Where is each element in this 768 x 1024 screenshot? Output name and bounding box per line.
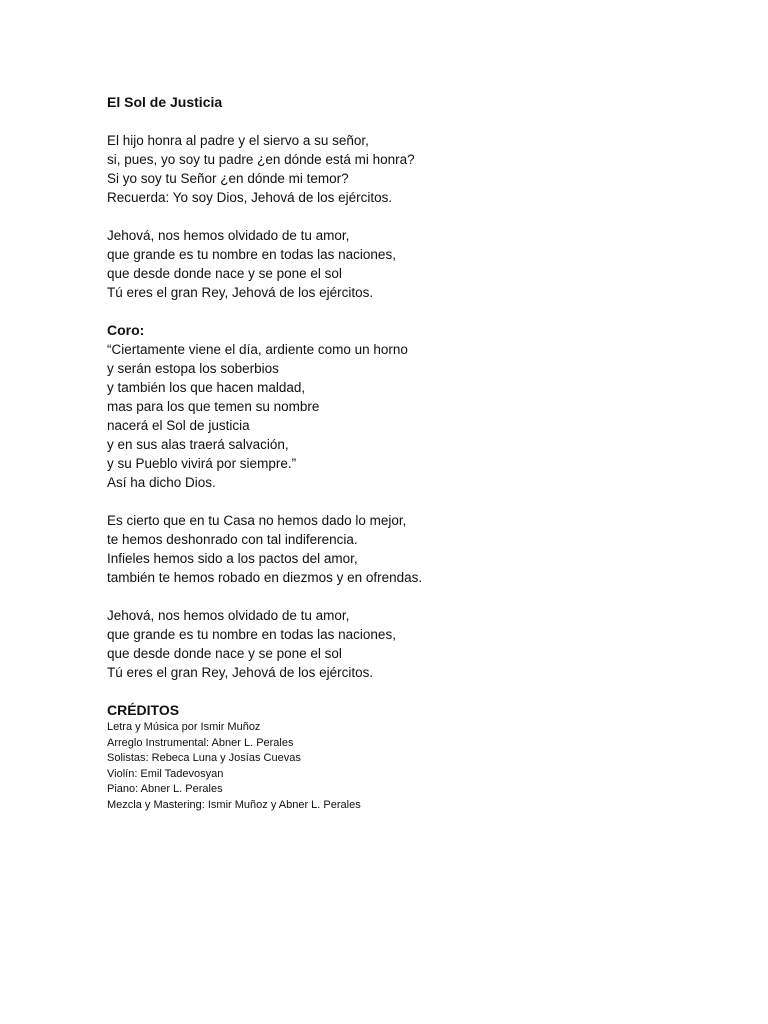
stanza-1: [107, 131, 667, 207]
lyric-line: Jehová, nos hemos olvidado de tu amor,: [107, 608, 350, 623]
credit-line: Mezcla y Mastering: Ismir Muñoz y Abner L. Perales: [107, 798, 361, 811]
lyric-line: “Ciertamente viene el día, ardiente como un horno: [107, 342, 408, 357]
lyric-line: Tú eres el gran Rey, Jehová de los ejércitos.: [107, 665, 374, 680]
stanza-4: [107, 606, 667, 682]
lyric-line: Es cierto que en tu Casa no hemos dado lo mejor,: [107, 513, 407, 528]
lyrics-content: [107, 92, 667, 814]
credit-line: Solistas: Rebeca Luna y Josías Cuevas: [107, 752, 301, 765]
lyric-line: y también los que hacen maldad,: [107, 380, 306, 395]
credit-line: Piano: Abner L. Perales: [107, 783, 223, 796]
lyric-line: Jehová, nos hemos olvidado de tu amor,: [107, 228, 350, 243]
lyric-line: y en sus alas traerá salvación,: [107, 437, 289, 452]
credits-heading: CRÉDITOS: [107, 702, 180, 718]
lyric-line: te hemos deshonrado con tal indiferencia.: [107, 532, 358, 547]
lyric-line: que desde donde nace y se pone el sol: [107, 646, 342, 661]
lyric-line: nacerá el Sol de justicia: [107, 418, 250, 433]
lyric-line: El hijo honra al padre y el siervo a su señor,: [107, 133, 369, 148]
chorus-stanza: [107, 340, 667, 492]
lyric-line: y su Pueblo vivirá por siempre.”: [107, 456, 297, 471]
lyric-line: mas para los que temen su nombre: [107, 399, 320, 414]
credit-line: Arreglo Instrumental: Abner L. Perales: [107, 736, 294, 749]
lyric-line: Recuerda: Yo soy Dios, Jehová de los ejércitos.: [107, 190, 393, 205]
lyric-line: si, pues, yo soy tu padre ¿en dónde está mi honra?: [107, 152, 415, 167]
stanza-3: [107, 511, 667, 587]
credit-line: Violín: Emil Tadevosyan: [107, 767, 224, 780]
lyric-line: que grande es tu nombre en todas las naciones,: [107, 627, 396, 642]
chorus-label: Coro:: [107, 322, 145, 338]
lyric-line: Infieles hemos sido a los pactos del amor,: [107, 551, 358, 566]
song-title: El Sol de Justicia: [107, 94, 223, 110]
credits-list: [107, 720, 667, 814]
lyric-line: y serán estopa los soberbios: [107, 361, 279, 376]
credit-line: Letra y Música por Ismir Muñoz: [107, 721, 261, 733]
stanza-2: [107, 226, 667, 302]
lyric-line: también te hemos robado en diezmos y en ofrendas.: [107, 570, 423, 585]
lyric-line: Tú eres el gran Rey, Jehová de los ejércitos.: [107, 285, 374, 300]
lyric-line: Así ha dicho Dios.: [107, 475, 216, 490]
lyric-line: Si yo soy tu Señor ¿en dónde mi temor?: [107, 171, 349, 186]
lyric-line: que desde donde nace y se pone el sol: [107, 266, 342, 281]
lyric-line: que grande es tu nombre en todas las naciones,: [107, 247, 396, 262]
